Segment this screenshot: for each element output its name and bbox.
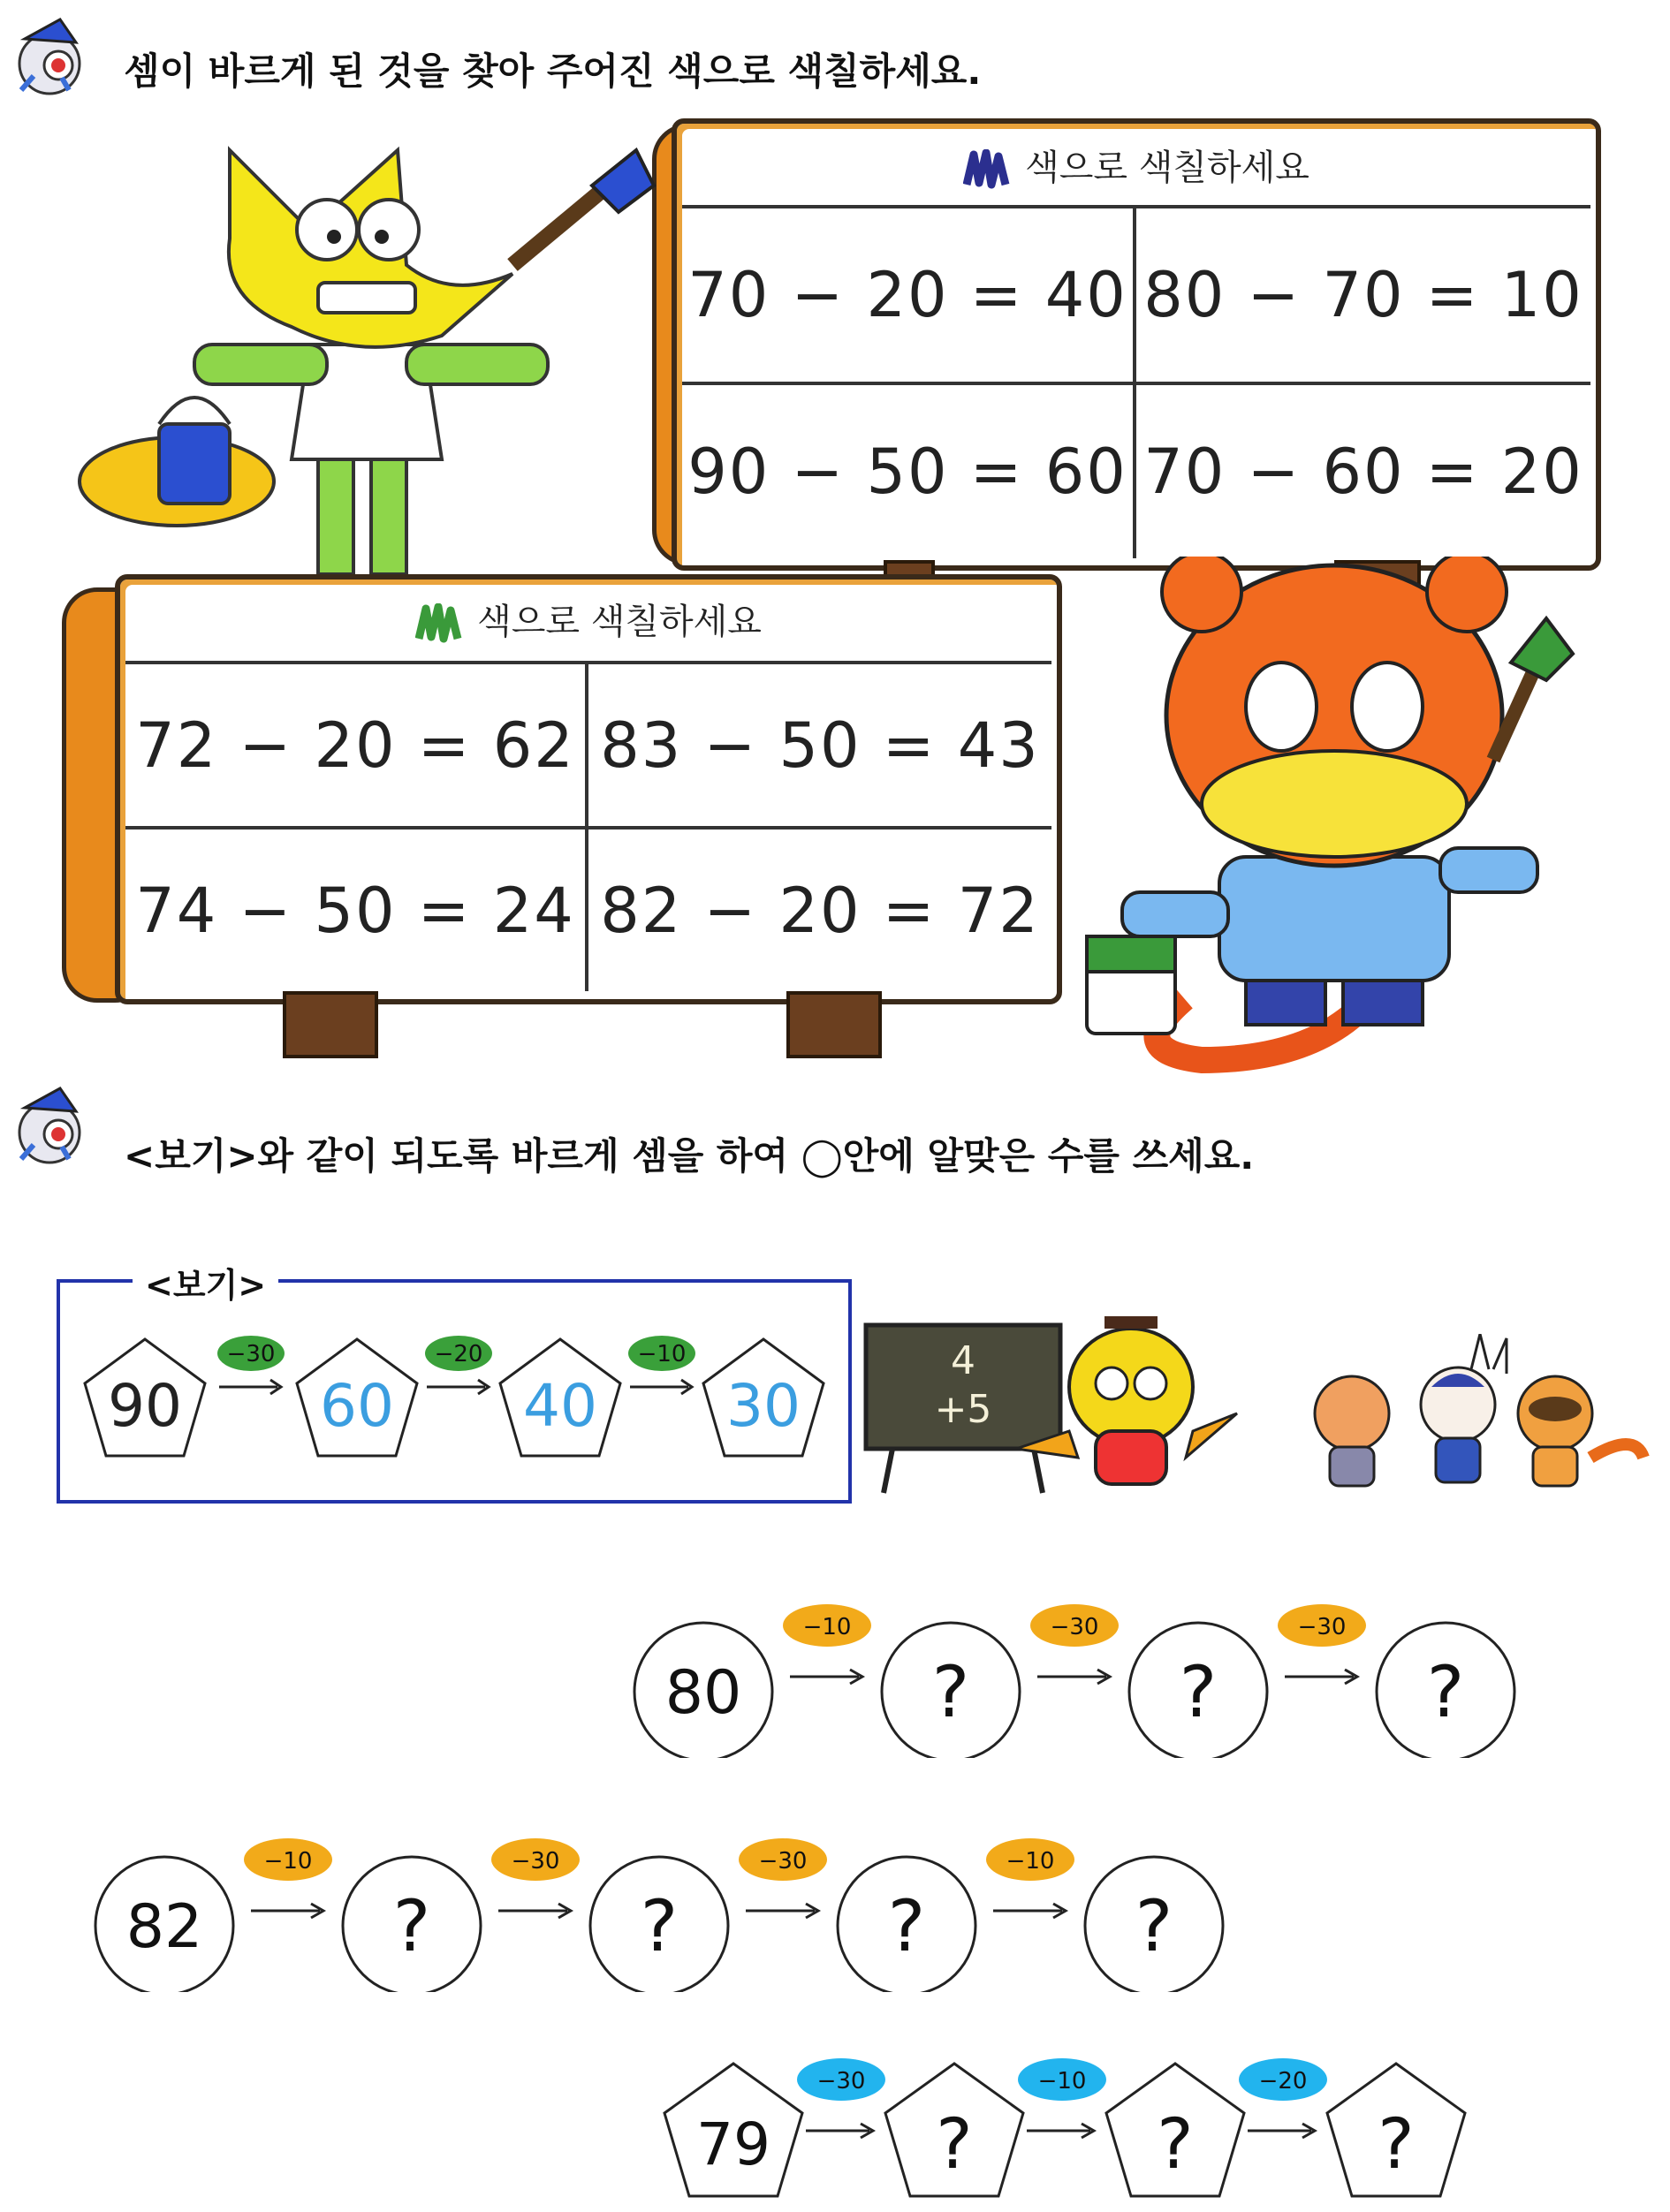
problem-step (1018, 2058, 1106, 2138)
example-node (703, 1339, 824, 1456)
equation-cell[interactable]: 70 − 20 = 40 (682, 208, 1136, 385)
svg-text:40: 40 (523, 1372, 597, 1440)
board-blue (672, 118, 1601, 571)
problem-step (244, 1838, 332, 1918)
problem-node-start (664, 2064, 802, 2196)
board-post (283, 991, 378, 1058)
equation-cell[interactable]: 83 − 50 = 43 (588, 664, 1051, 830)
svg-text:79: 79 (696, 2110, 770, 2178)
problem-node-blank[interactable] (1085, 1857, 1223, 1992)
svg-text:?: ? (640, 1885, 679, 1967)
svg-text:?: ? (1179, 1651, 1218, 1733)
svg-text:−10: −10 (1006, 1848, 1055, 1875)
blackboard-owl-illustration (857, 1299, 1246, 1514)
example-step (217, 1336, 285, 1394)
svg-text:?: ? (931, 1651, 970, 1733)
svg-text:−10: −10 (263, 1848, 313, 1875)
equation-cell[interactable]: 80 − 70 = 10 (1136, 208, 1590, 385)
example-step (425, 1336, 492, 1394)
problem-node-blank[interactable] (590, 1857, 728, 1992)
svg-text:−20: −20 (434, 1341, 483, 1367)
equation-cell[interactable]: 72 − 20 = 62 (125, 664, 588, 830)
svg-text:−30: −30 (226, 1341, 276, 1367)
problem-step (1239, 2058, 1327, 2138)
green-swatch-icon (415, 603, 463, 644)
example-node (85, 1339, 205, 1456)
blackboard-line-2: +5 (934, 1387, 992, 1432)
problem-node-start (634, 1623, 772, 1758)
problem-step (783, 1604, 871, 1684)
board-green-header: 색으로 색칠하세요 (120, 594, 1057, 644)
problem-node-blank[interactable] (1106, 2064, 1244, 2196)
problem-chain-1 (619, 1581, 1520, 1758)
problem-step (797, 2058, 885, 2138)
animal-friends-illustration (1290, 1334, 1652, 1505)
svg-text:−30: −30 (816, 2068, 866, 2095)
example-node (297, 1339, 417, 1456)
svg-text:?: ? (1135, 1885, 1173, 1967)
svg-text:90: 90 (108, 1372, 182, 1440)
problem-node-blank[interactable] (1327, 2064, 1465, 2196)
equation-cell[interactable]: 90 − 50 = 60 (682, 385, 1136, 558)
problem-step (1030, 1604, 1119, 1684)
svg-text:?: ? (392, 1885, 431, 1967)
board-green (115, 574, 1062, 1004)
svg-text:−20: −20 (1258, 2068, 1308, 2095)
equation-cell[interactable]: 70 − 60 = 20 (1143, 436, 1583, 508)
svg-text:?: ? (1378, 2105, 1415, 2185)
board-blue-grid (682, 205, 1590, 558)
svg-text:60: 60 (320, 1372, 394, 1440)
problem-step (739, 1838, 827, 1918)
problem-node-blank[interactable] (1377, 1623, 1514, 1758)
problem-node-blank[interactable] (343, 1857, 481, 1992)
problem-node-start (95, 1857, 233, 1992)
svg-text:30: 30 (726, 1372, 801, 1440)
blue-swatch-icon (963, 149, 1011, 190)
board-green-grid (125, 661, 1051, 991)
example-chain (57, 1279, 845, 1496)
svg-text:−30: −30 (1050, 1614, 1099, 1640)
equation-cell[interactable]: 74 − 50 = 24 (125, 830, 588, 991)
svg-text:?: ? (1157, 2105, 1194, 2185)
tiger-painter-illustration (1069, 557, 1599, 1081)
problem-chain-2 (80, 1815, 1228, 1992)
example-node (500, 1339, 620, 1456)
problem-chain-3 (654, 2032, 1467, 2208)
problem-step (986, 1838, 1074, 1918)
mascot-icon (7, 12, 95, 101)
example-step (628, 1336, 695, 1394)
svg-text:−10: −10 (637, 1341, 687, 1367)
svg-text:−30: −30 (1297, 1614, 1347, 1640)
svg-text:80: 80 (664, 1658, 742, 1728)
svg-text:−10: −10 (802, 1614, 852, 1640)
fox-painter-illustration (71, 133, 672, 587)
problem-node-blank[interactable] (885, 2064, 1023, 2196)
instruction-2: <보기>와 같이 되도록 바르게 셈을 하여 ◯안에 알맞은 수를 쓰세요. (124, 1134, 1255, 1178)
svg-text:?: ? (887, 1885, 926, 1967)
example-label: <보기> (133, 1258, 278, 1307)
problem-step (491, 1838, 580, 1918)
equation-cell[interactable]: 82 − 20 = 72 (600, 874, 1040, 947)
svg-text:?: ? (1426, 1651, 1465, 1733)
svg-text:−30: −30 (511, 1848, 560, 1875)
problem-node-blank[interactable] (838, 1857, 975, 1992)
instruction-1: 셈이 바르게 된 것을 찾아 주어진 색으로 색칠하세요. (124, 49, 982, 93)
board-blue-header: 색으로 색칠하세요 (677, 140, 1596, 190)
problem-node-blank[interactable] (1129, 1623, 1267, 1758)
problem-step (1278, 1604, 1366, 1684)
svg-text:−10: −10 (1037, 2068, 1087, 2095)
problem-node-blank[interactable] (882, 1623, 1020, 1758)
board-post (786, 991, 882, 1058)
svg-text:82: 82 (125, 1892, 203, 1962)
svg-text:?: ? (936, 2105, 973, 2185)
blackboard-line-1: 4 (951, 1338, 975, 1383)
mascot-icon (7, 1081, 95, 1170)
svg-text:−30: −30 (758, 1848, 808, 1875)
